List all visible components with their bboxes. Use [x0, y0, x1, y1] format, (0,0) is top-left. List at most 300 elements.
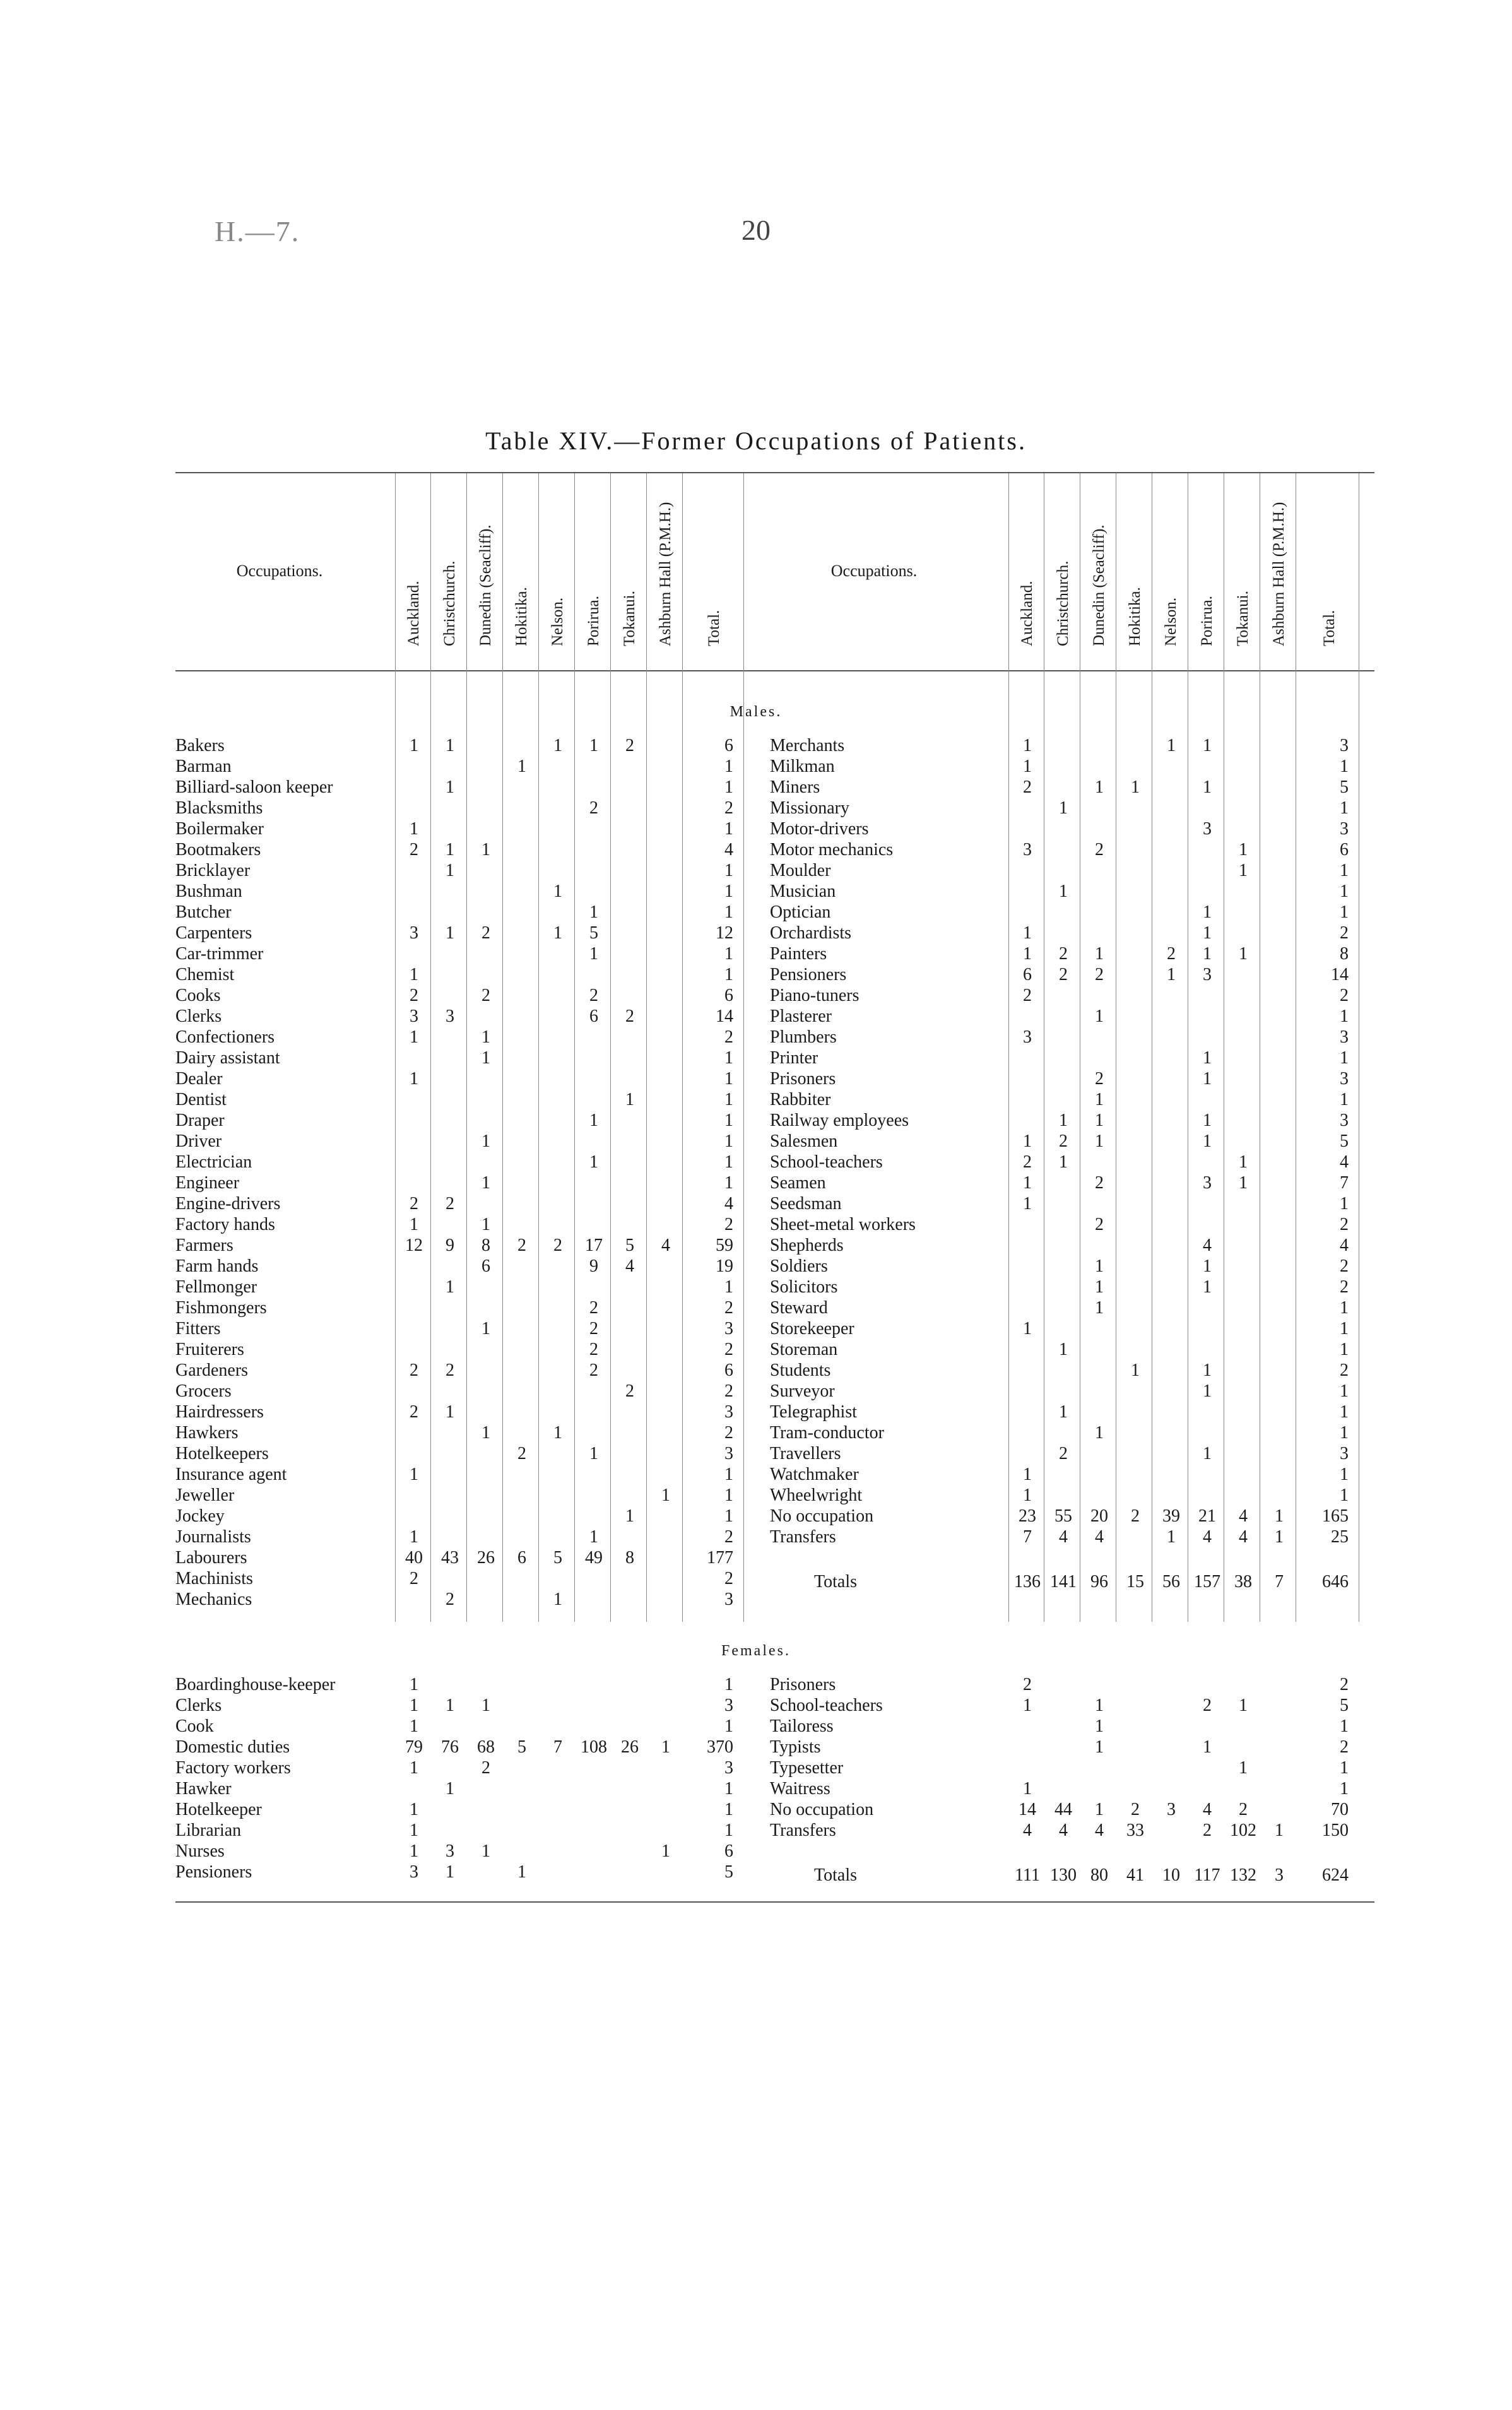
row-total: 4	[1340, 1152, 1349, 1172]
count-cell: 4	[1095, 1821, 1104, 1840]
count-cell: 2	[589, 1340, 598, 1359]
count-cell: 1	[553, 882, 562, 901]
count-cell: 7	[1023, 1527, 1032, 1547]
count-cell: 2	[1059, 965, 1068, 984]
count-cell: 1	[1059, 1340, 1068, 1359]
row-total: 3	[724, 1590, 733, 1609]
row-total: 6	[724, 986, 733, 1005]
count-cell: 1	[553, 1590, 562, 1609]
count-cell: 1	[553, 736, 562, 755]
occupation-name: Railway employees	[770, 1111, 909, 1130]
count-cell: 2	[410, 840, 418, 859]
count-cell: 2	[553, 1236, 562, 1255]
count-cell: 1	[410, 1800, 418, 1819]
row-total: 2	[724, 798, 733, 818]
count-cell: 2	[1239, 1800, 1248, 1819]
count-cell: 4	[1203, 1236, 1212, 1255]
count-cell: 1	[1203, 1069, 1212, 1089]
table-row	[0, 1048, 1512, 1068]
count-cell: 56	[1162, 1572, 1180, 1592]
table-row	[0, 1297, 1512, 1318]
count-cell: 1	[1203, 1361, 1212, 1380]
row-total: 1	[724, 1090, 733, 1109]
count-cell: 2	[410, 986, 418, 1005]
row-total: 1	[1340, 861, 1349, 880]
occupation-name: Fruiterers	[175, 1340, 244, 1359]
table-row	[0, 1464, 1512, 1485]
column-header	[1193, 475, 1221, 664]
row-total: 1	[724, 902, 733, 922]
totals-label: Totals	[814, 1865, 858, 1885]
occupations-header: Occupations.	[830, 562, 918, 580]
table-row	[0, 1277, 1512, 1297]
occupation-name: Piano-tuners	[770, 986, 859, 1005]
row-total: 4	[724, 840, 733, 859]
table-row	[0, 798, 1512, 818]
table-row	[0, 1443, 1512, 1464]
section-heading: Males.	[729, 704, 783, 720]
header-bottom-rule	[175, 670, 1374, 671]
occupation-name: Driver	[175, 1131, 222, 1151]
count-cell: 1	[1095, 777, 1104, 797]
column-header	[1157, 475, 1185, 664]
table-row	[0, 1360, 1512, 1381]
occupation-name: Hotelkeeper	[175, 1800, 262, 1819]
occupation-name: Merchants	[770, 736, 845, 755]
column-header-label: Christchurch.	[441, 560, 458, 646]
count-cell: 6	[1023, 965, 1032, 984]
occupation-name: Farmers	[175, 1236, 233, 1255]
occupation-name: Shepherds	[770, 1236, 844, 1255]
row-total: 1	[724, 1173, 733, 1193]
count-cell: 2	[589, 986, 598, 1005]
table-row	[0, 1402, 1512, 1422]
count-cell: 1	[1239, 1696, 1248, 1715]
occupation-name: No occupation	[770, 1506, 874, 1526]
count-cell: 2	[517, 1444, 526, 1463]
table-row	[0, 964, 1512, 985]
table-row	[0, 1193, 1512, 1214]
count-cell: 1	[1095, 1131, 1104, 1151]
count-cell: 1	[1167, 965, 1176, 984]
occupation-name: Chemist	[175, 965, 235, 984]
occupation-name: Plasterer	[770, 1007, 832, 1026]
row-total: 3	[724, 1319, 733, 1338]
occupation-name: Butcher	[175, 902, 232, 922]
row-total: 14	[1331, 965, 1349, 984]
occupation-name: Prisoners	[770, 1069, 836, 1089]
running-head: H.—7.	[215, 215, 300, 247]
count-cell: 1	[410, 1675, 418, 1694]
count-cell: 1	[481, 1319, 490, 1338]
count-cell: 1	[410, 1027, 418, 1047]
column-header-label: Porirua.	[585, 596, 602, 646]
count-cell: 1	[1239, 1173, 1248, 1193]
column-header	[400, 475, 428, 664]
row-total: 2	[724, 1215, 733, 1234]
occupation-name: Hawker	[175, 1779, 232, 1799]
row-total: 1	[1340, 1194, 1349, 1214]
count-cell: 1	[1059, 1152, 1068, 1172]
column-header-label: Christchurch.	[1054, 560, 1072, 646]
occupation-name: Sheet-metal workers	[770, 1215, 916, 1234]
row-total: 1	[724, 1465, 733, 1484]
row-total: 5	[1340, 1696, 1349, 1715]
occupation-name: Hawkers	[175, 1423, 239, 1443]
occupation-name: Solicitors	[770, 1277, 838, 1297]
column-header	[616, 475, 644, 664]
occupation-name: Rabbiter	[770, 1090, 831, 1109]
count-cell: 10	[1162, 1865, 1180, 1885]
occupation-name: Fitters	[175, 1319, 221, 1338]
count-cell: 33	[1126, 1821, 1144, 1840]
column-header-label: Hokitika.	[1126, 587, 1143, 646]
occupation-name: Fishmongers	[175, 1298, 267, 1318]
occupation-name: Blacksmiths	[175, 798, 263, 818]
occupation-name: Confectioners	[175, 1027, 275, 1047]
row-total: 3	[724, 1696, 733, 1715]
table-row	[0, 1027, 1512, 1048]
count-cell: 1	[1167, 1527, 1176, 1547]
row-total: 1	[724, 944, 733, 964]
count-cell: 2	[1059, 1131, 1068, 1151]
row-total: 1	[1340, 1423, 1349, 1443]
count-cell: 3	[446, 1841, 454, 1861]
count-cell: 1	[1203, 923, 1212, 943]
table-row	[0, 1716, 1512, 1737]
count-cell: 132	[1230, 1865, 1256, 1885]
row-total: 1	[1340, 1465, 1349, 1484]
count-cell: 2	[1023, 1152, 1032, 1172]
count-cell: 1	[1095, 1111, 1104, 1130]
row-total: 3	[724, 1444, 733, 1463]
table-row	[0, 1339, 1512, 1360]
occupation-name: Factory workers	[175, 1758, 291, 1778]
count-cell: 1	[1095, 1090, 1104, 1109]
row-total: 4	[724, 1194, 733, 1214]
count-cell: 2	[589, 798, 598, 818]
occupation-name: Mechanics	[175, 1590, 252, 1609]
row-total: 1	[724, 1800, 733, 1819]
occupation-name: Jeweller	[175, 1486, 235, 1505]
count-cell: 1	[410, 1821, 418, 1840]
count-cell: 130	[1050, 1865, 1077, 1885]
count-cell: 23	[1019, 1506, 1036, 1526]
count-cell: 2	[481, 923, 490, 943]
row-total: 2	[1340, 1277, 1349, 1297]
count-cell: 40	[405, 1548, 423, 1568]
count-cell: 55	[1054, 1506, 1072, 1526]
count-cell: 1	[1131, 777, 1140, 797]
count-cell: 117	[1194, 1865, 1220, 1885]
count-cell: 1	[446, 1862, 454, 1882]
occupation-name: Motor mechanics	[770, 840, 894, 859]
count-cell: 3	[410, 1007, 418, 1026]
row-total: 1	[1340, 1007, 1349, 1026]
table-row	[0, 756, 1512, 777]
count-cell: 3	[410, 923, 418, 943]
row-total: 1	[1340, 1758, 1349, 1778]
table-row	[0, 1820, 1512, 1841]
count-cell: 1	[1095, 1298, 1104, 1318]
count-cell: 2	[625, 1007, 634, 1026]
count-cell: 1	[625, 1090, 634, 1109]
row-total: 12	[716, 923, 733, 943]
row-total: 2	[724, 1027, 733, 1047]
count-cell: 2	[1095, 965, 1104, 984]
table-row	[0, 1068, 1512, 1089]
occupation-name: Pensioners	[175, 1862, 252, 1882]
count-cell: 1	[1275, 1821, 1284, 1840]
row-total: 2	[1340, 1675, 1349, 1694]
totals-row	[0, 1571, 1512, 1592]
count-cell: 1	[481, 1027, 490, 1047]
count-cell: 1	[661, 1841, 670, 1861]
count-cell: 1	[553, 923, 562, 943]
count-cell: 2	[625, 736, 634, 755]
column-header-label: Dunedin (Seacliff).	[477, 524, 494, 646]
count-cell: 2	[1131, 1800, 1140, 1819]
row-total: 2	[1340, 1215, 1349, 1234]
count-cell: 1	[1095, 1256, 1104, 1276]
occupation-name: Surveyor	[770, 1381, 835, 1401]
occupation-name: Billiard-saloon keeper	[175, 777, 333, 797]
count-cell: 1	[1239, 1758, 1248, 1778]
count-cell: 1	[1023, 944, 1032, 964]
row-total: 19	[716, 1256, 733, 1276]
table-title: Table XIV.—Former Occupations of Patients.	[485, 427, 1027, 455]
column-header	[544, 475, 572, 664]
row-total: 370	[707, 1737, 733, 1757]
count-cell: 2	[410, 1194, 418, 1214]
occupation-name: Hairdressers	[175, 1402, 264, 1422]
table-row	[0, 881, 1512, 902]
count-cell: 2	[625, 1381, 634, 1401]
row-total: 1	[724, 1716, 733, 1736]
table-row	[0, 1778, 1512, 1799]
row-total: 1	[1340, 882, 1349, 901]
occupation-name: Clerks	[175, 1696, 222, 1715]
count-cell: 3	[410, 1862, 418, 1882]
row-total: 1	[1340, 902, 1349, 922]
count-cell: 1	[625, 1506, 634, 1526]
count-cell: 2	[446, 1361, 454, 1380]
column-header	[1121, 475, 1149, 664]
count-cell: 1	[1095, 1716, 1104, 1736]
occupation-name: Salesmen	[770, 1131, 838, 1151]
occupation-name: Labourers	[175, 1548, 247, 1568]
table-row	[0, 923, 1512, 943]
count-cell: 4	[1203, 1527, 1212, 1547]
table-row	[0, 1173, 1512, 1193]
row-total: 1	[1340, 1779, 1349, 1799]
count-cell: 1	[589, 736, 598, 755]
column-header-label: Tokanui.	[621, 591, 638, 646]
occupation-name: Clerks	[175, 1007, 222, 1026]
count-cell: 1	[1203, 1111, 1212, 1130]
occupation-name: Motor-drivers	[770, 819, 869, 839]
row-total: 3	[1340, 1027, 1349, 1047]
count-cell: 1	[1095, 944, 1104, 964]
count-cell: 4	[1059, 1527, 1068, 1547]
occupation-name: Typists	[770, 1737, 821, 1757]
count-cell: 1	[1203, 1256, 1212, 1276]
count-cell: 4	[625, 1256, 634, 1276]
count-cell: 17	[585, 1236, 603, 1255]
table-row	[0, 1381, 1512, 1402]
table-row	[0, 818, 1512, 839]
count-cell: 1	[1167, 736, 1176, 755]
count-cell: 2	[1095, 1069, 1104, 1089]
count-cell: 1	[1203, 1737, 1212, 1757]
column-header	[1013, 475, 1041, 664]
count-cell: 1	[410, 1215, 418, 1234]
count-cell: 43	[441, 1548, 459, 1568]
occupation-name: Storeman	[770, 1340, 838, 1359]
section-heading: Females.	[721, 1643, 791, 1659]
occupation-name: Draper	[175, 1111, 225, 1130]
occupation-name: Painters	[770, 944, 827, 964]
count-cell: 141	[1050, 1572, 1077, 1592]
column-header	[652, 475, 680, 664]
occupation-name: Cooks	[175, 986, 221, 1005]
occupation-name: Car-trimmer	[175, 944, 264, 964]
count-cell: 111	[1015, 1865, 1040, 1885]
occupation-name: Milkman	[770, 757, 835, 776]
table-top-rule	[175, 472, 1374, 473]
count-cell: 2	[589, 1319, 598, 1338]
column-header-label: Total.	[1321, 610, 1338, 646]
occupation-name: Optician	[770, 902, 831, 922]
row-total: 2	[724, 1340, 733, 1359]
count-cell: 1	[1095, 1696, 1104, 1715]
count-cell: 1	[1095, 1423, 1104, 1443]
count-cell: 1	[1023, 1173, 1032, 1193]
column-header	[1229, 475, 1257, 664]
count-cell: 4	[1095, 1527, 1104, 1547]
column-header-label: Porirua.	[1198, 596, 1215, 646]
count-cell: 2	[1203, 1821, 1212, 1840]
count-cell: 1	[410, 965, 418, 984]
count-cell: 1	[1239, 1152, 1248, 1172]
count-cell: 68	[477, 1737, 495, 1757]
row-total: 2	[724, 1298, 733, 1318]
occupation-name: Bootmakers	[175, 840, 261, 859]
count-cell: 3	[1203, 819, 1212, 839]
totals-label: Totals	[814, 1572, 858, 1592]
count-cell: 44	[1054, 1800, 1072, 1819]
count-cell: 1	[1059, 1402, 1068, 1422]
count-cell: 1	[1239, 944, 1248, 964]
occupation-name: Prisoners	[770, 1675, 836, 1694]
row-total: 646	[1322, 1572, 1349, 1592]
row-total: 1	[724, 1048, 733, 1068]
table-row	[0, 1006, 1512, 1027]
count-cell: 2	[1095, 1173, 1104, 1193]
row-total: 2	[724, 1527, 733, 1547]
row-total: 165	[1322, 1506, 1349, 1526]
column-header-label: Hokitika.	[513, 587, 530, 646]
count-cell: 2	[1095, 1215, 1104, 1234]
occupation-name: Typesetter	[770, 1758, 844, 1778]
count-cell: 1	[1203, 1131, 1212, 1151]
column-header	[436, 475, 464, 664]
count-cell: 6	[517, 1548, 526, 1568]
table-row	[0, 1214, 1512, 1235]
count-cell: 3	[1275, 1865, 1284, 1885]
row-total: 150	[1322, 1821, 1349, 1840]
table-row	[0, 1235, 1512, 1256]
row-total: 2	[1340, 923, 1349, 943]
count-cell: 1	[410, 736, 418, 755]
row-total: 2	[1340, 1256, 1349, 1276]
occupation-name: Waitress	[770, 1779, 830, 1799]
count-cell: 5	[553, 1548, 562, 1568]
row-total: 1	[1340, 1319, 1349, 1338]
occupation-name: Boardinghouse-keeper	[175, 1675, 336, 1694]
row-total: 2	[724, 1381, 733, 1401]
count-cell: 1	[517, 757, 526, 776]
count-cell: 3	[1023, 840, 1032, 859]
count-cell: 26	[477, 1548, 495, 1568]
row-total: 1	[724, 1675, 733, 1694]
row-total: 8	[1340, 944, 1349, 964]
count-cell: 1	[446, 1277, 454, 1297]
count-cell: 1	[481, 1423, 490, 1443]
count-cell: 4	[1239, 1527, 1248, 1547]
row-total: 1	[724, 757, 733, 776]
row-total: 1	[1340, 1090, 1349, 1109]
row-total: 1	[1340, 798, 1349, 818]
column-header	[472, 475, 500, 664]
occupation-name: Dealer	[175, 1069, 223, 1089]
count-cell: 15	[1126, 1572, 1144, 1592]
table-row	[0, 1547, 1512, 1568]
count-cell: 1	[1203, 1444, 1212, 1463]
count-cell: 1	[1023, 1696, 1032, 1715]
occupation-name: Engine-drivers	[175, 1194, 281, 1214]
occupation-name: Miners	[770, 777, 820, 797]
row-total: 1	[1340, 757, 1349, 776]
count-cell: 1	[1275, 1527, 1284, 1547]
row-total: 1	[1340, 1716, 1349, 1736]
table-row	[0, 1318, 1512, 1339]
count-cell: 20	[1090, 1506, 1108, 1526]
row-total: 1	[724, 1131, 733, 1151]
count-cell: 1	[589, 1527, 598, 1547]
count-cell: 1	[661, 1737, 670, 1757]
occupation-name: Tram-conductor	[770, 1423, 884, 1443]
table-row	[0, 1527, 1512, 1547]
occupation-name: Factory hands	[175, 1215, 275, 1234]
occupation-name: Librarian	[175, 1821, 242, 1840]
count-cell: 1	[446, 1402, 454, 1422]
row-total: 1	[724, 1486, 733, 1505]
occupation-name: Storekeeper	[770, 1319, 854, 1338]
count-cell: 76	[441, 1737, 459, 1757]
column-header-label: Ashburn Hall (P.M.H.)	[1270, 502, 1287, 646]
count-cell: 1	[589, 1152, 598, 1172]
count-cell: 1	[446, 777, 454, 797]
table-row	[0, 902, 1512, 923]
count-cell: 1	[481, 1215, 490, 1234]
count-cell: 1	[1131, 1361, 1140, 1380]
row-total: 2	[724, 1423, 733, 1443]
count-cell: 1	[410, 1069, 418, 1089]
row-total: 1	[724, 777, 733, 797]
count-cell: 1	[1023, 923, 1032, 943]
table-row	[0, 1841, 1512, 1862]
